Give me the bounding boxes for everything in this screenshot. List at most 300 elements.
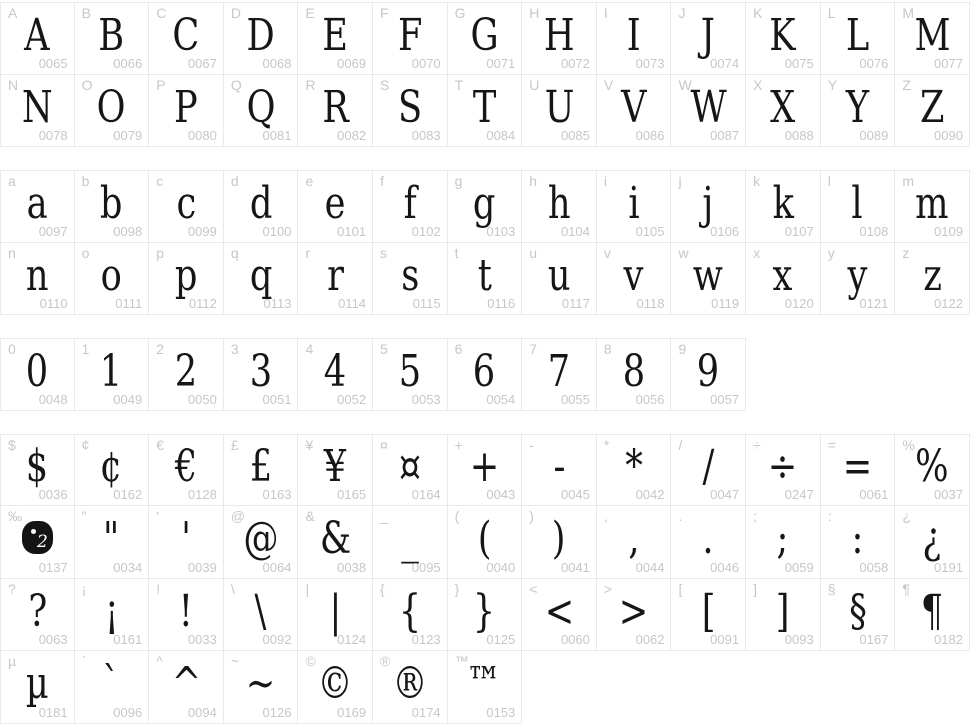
glyph: , <box>628 513 640 565</box>
char-label: 5 <box>380 341 388 357</box>
char-label: j <box>678 173 682 189</box>
glyph: E <box>322 9 349 61</box>
glyph: V <box>620 81 647 133</box>
glyph: p <box>174 249 198 301</box>
glyph: € <box>174 441 198 493</box>
unicode-code: 0121 <box>859 296 889 311</box>
unicode-code: 0123 <box>411 632 441 647</box>
char-label: / <box>678 436 683 453</box>
glyph: ¶ <box>920 585 944 637</box>
glyph: 9 <box>697 345 720 397</box>
glyph: > <box>618 585 649 637</box>
glyph: r <box>326 249 344 301</box>
glyph: v <box>623 249 644 301</box>
unicode-code: 0063 <box>38 632 68 647</box>
glyph-cell <box>149 75 224 148</box>
char-label: 2 <box>156 341 165 357</box>
glyph-cell <box>597 170 672 243</box>
char-label: * <box>603 436 610 453</box>
glyph: Z <box>919 81 945 133</box>
unicode-code: 0086 <box>635 128 665 143</box>
glyph: ¤ <box>398 441 422 493</box>
glyph-cell <box>597 2 672 75</box>
unicode-code: 0191 <box>934 559 963 575</box>
char-label: g <box>454 173 463 189</box>
unicode-code: 0068 <box>262 55 292 71</box>
unicode-code: 0033 <box>187 632 217 647</box>
glyph-cell <box>597 579 672 652</box>
glyph: w <box>693 249 724 301</box>
glyph-cell <box>224 338 299 411</box>
char-label: " <box>81 508 87 524</box>
glyph-cell <box>671 506 746 579</box>
glyph: j <box>702 177 714 229</box>
char-label: , <box>603 508 608 524</box>
glyph: _ <box>401 513 419 565</box>
glyph: ™ <box>466 658 503 710</box>
unicode-code: 0104 <box>560 223 590 239</box>
unicode-code: 0073 <box>635 55 665 71</box>
char-label: k <box>753 173 761 189</box>
glyph: 7 <box>547 345 571 397</box>
unicode-code: 0090 <box>934 128 963 143</box>
char-label: ‰ <box>8 508 22 524</box>
char-label: ® <box>380 653 391 669</box>
glyph-cell <box>671 2 746 75</box>
glyph: m <box>915 177 949 229</box>
glyph-cell <box>298 75 373 148</box>
glyph-block-digits <box>0 338 970 411</box>
unicode-code: 0163 <box>262 487 292 502</box>
unicode-code: 0049 <box>113 391 143 407</box>
unicode-code: 0082 <box>337 128 367 143</box>
glyph-cell <box>75 651 150 724</box>
glyph-cell <box>224 434 299 507</box>
glyph: . <box>702 513 714 565</box>
glyph: J <box>701 9 716 61</box>
unicode-code: 0055 <box>560 391 590 407</box>
unicode-code: 0092 <box>262 632 292 647</box>
glyph-cell <box>522 434 597 507</box>
glyph: - <box>553 441 566 493</box>
glyph-cell <box>149 434 224 507</box>
glyph: ) <box>552 513 566 565</box>
glyph-row <box>0 170 970 243</box>
glyph-cell <box>75 434 150 507</box>
char-label: Q <box>230 76 242 93</box>
glyph-cell <box>373 434 448 507</box>
unicode-code: 0122 <box>934 296 963 311</box>
char-label: i <box>603 173 607 189</box>
glyph-block-symbols <box>0 434 970 724</box>
glyph-cell <box>298 170 373 243</box>
char-label: T <box>454 76 464 93</box>
glyph-cell <box>298 338 373 411</box>
glyph: ? <box>27 585 47 637</box>
char-label: b <box>81 173 90 189</box>
char-label: . <box>678 508 683 524</box>
glyph-cell <box>821 434 896 507</box>
glyph-cell <box>0 170 75 243</box>
glyph: { <box>398 585 422 637</box>
char-label: ÷ <box>753 436 761 453</box>
glyph-cell <box>895 75 970 148</box>
unicode-code: 0094 <box>187 704 217 720</box>
glyph-cell <box>373 75 448 148</box>
char-label: I <box>603 5 608 21</box>
unicode-code: 0125 <box>486 632 516 647</box>
char-label: d <box>230 173 239 189</box>
glyph: i <box>628 177 640 229</box>
glyph-cell <box>149 506 224 579</box>
char-label: C <box>156 5 167 21</box>
glyph-cell <box>746 170 821 243</box>
glyph: H <box>543 9 575 61</box>
unicode-code: 0093 <box>784 632 814 647</box>
char-label: f <box>380 173 384 189</box>
char-label: c <box>156 173 164 189</box>
glyph: µ <box>25 658 49 710</box>
unicode-code: 0034 <box>113 559 143 575</box>
glyph-cell <box>895 243 970 316</box>
unicode-code: 0075 <box>784 55 814 71</box>
glyph-block-lowercase <box>0 170 970 315</box>
glyph-cell <box>746 434 821 507</box>
char-label: ¡ <box>81 580 87 597</box>
glyph-cell <box>597 243 672 316</box>
glyph-row <box>0 434 970 507</box>
glyph: & <box>319 513 351 565</box>
char-label: n <box>8 244 16 261</box>
char-label: X <box>753 76 763 93</box>
glyph-cell <box>373 579 448 652</box>
glyph-cell <box>75 579 150 652</box>
glyph: X <box>770 81 796 133</box>
char-label: L <box>827 5 836 21</box>
glyph-cell <box>746 579 821 652</box>
char-label: 3 <box>230 341 239 357</box>
unicode-code: 0038 <box>337 559 367 575</box>
char-label: S <box>380 76 390 93</box>
unicode-code: 0162 <box>113 487 143 502</box>
char-label: ¿ <box>902 508 911 524</box>
glyph-cell <box>224 2 299 75</box>
glyph-cell <box>522 506 597 579</box>
unicode-code: 0052 <box>337 391 367 407</box>
char-label: J <box>678 5 686 21</box>
glyph-cell <box>0 506 75 579</box>
unicode-code: 0115 <box>412 296 441 311</box>
glyph-cell <box>746 75 821 148</box>
glyph: L <box>845 9 870 61</box>
unicode-code: 0118 <box>636 296 665 311</box>
unicode-code: 0041 <box>560 559 590 575</box>
char-label: _ <box>380 508 388 524</box>
unicode-code: 0083 <box>411 128 441 143</box>
glyph: S <box>397 81 422 133</box>
glyph-cell <box>75 170 150 243</box>
glyph-cell <box>0 651 75 724</box>
unicode-code: 0120 <box>784 296 814 311</box>
glyph: 3 <box>249 345 272 397</box>
glyph-cell <box>821 2 896 75</box>
glyph: < <box>544 585 574 637</box>
glyph: [ <box>701 585 716 637</box>
char-label: R <box>305 76 316 93</box>
glyph-cell <box>298 506 373 579</box>
unicode-code: 0077 <box>934 55 963 71</box>
unicode-code: 0174 <box>411 704 441 720</box>
glyph-cell <box>895 434 970 507</box>
char-label: a <box>8 173 16 189</box>
unicode-code: 0078 <box>38 128 68 143</box>
glyph-cell <box>448 243 523 316</box>
char-label: Z <box>902 76 911 93</box>
glyph-cell <box>671 434 746 507</box>
unicode-code: 0042 <box>635 487 665 502</box>
glyph: K <box>769 9 797 61</box>
glyph: O <box>96 81 126 133</box>
glyph-cell <box>224 579 299 652</box>
unicode-code: 0113 <box>263 296 292 311</box>
glyph: M <box>914 9 951 61</box>
unicode-code: 0112 <box>188 296 217 311</box>
glyph-row <box>0 651 970 724</box>
glyph: g <box>473 177 496 229</box>
char-label: ( <box>454 508 460 524</box>
char-label: H <box>529 5 540 21</box>
glyph: ; <box>776 513 789 565</box>
unicode-code: 0108 <box>859 223 889 239</box>
glyph-cell <box>448 75 523 148</box>
unicode-code: 0100 <box>262 223 292 239</box>
char-label: µ <box>8 653 17 669</box>
char-label: @ <box>230 508 246 524</box>
unicode-code: 0124 <box>337 632 367 647</box>
unicode-code: 0103 <box>486 223 516 239</box>
char-label: - <box>529 436 534 453</box>
glyph-cell <box>149 2 224 75</box>
unicode-code: 0101 <box>337 223 367 239</box>
unicode-code: 0065 <box>38 55 68 71</box>
glyph-cell <box>895 2 970 75</box>
glyph: © <box>317 658 353 710</box>
glyph-cell <box>224 170 299 243</box>
char-label: z <box>902 244 910 261</box>
char-label: W <box>678 76 692 93</box>
glyph-cell <box>522 75 597 148</box>
char-label: O <box>81 76 93 93</box>
glyph-cell <box>0 2 75 75</box>
glyph-cell <box>298 434 373 507</box>
unicode-code: 0084 <box>486 128 516 143</box>
glyph: t <box>477 249 492 301</box>
unicode-code: 0085 <box>560 128 590 143</box>
unicode-code: 0137 <box>38 559 68 575</box>
glyph-cell <box>746 243 821 316</box>
glyph: I <box>626 9 641 61</box>
char-label: ™ <box>454 653 469 669</box>
glyph: N <box>21 81 53 133</box>
glyph-cell <box>373 506 448 579</box>
glyph-cell <box>597 506 672 579</box>
unicode-code: 0080 <box>187 128 217 143</box>
unicode-code: 0050 <box>187 391 217 407</box>
glyph: ' <box>181 513 191 565</box>
unicode-code: 0111 <box>115 296 143 311</box>
unicode-code: 0095 <box>411 559 441 575</box>
glyph: q <box>249 249 272 301</box>
char-label: l <box>827 173 831 189</box>
glyph: = <box>842 441 873 493</box>
unicode-code: 0072 <box>560 55 590 71</box>
unicode-code: 0128 <box>187 487 217 502</box>
char-label: © <box>305 653 316 669</box>
char-label: o <box>81 244 90 261</box>
glyph-cell <box>895 579 970 652</box>
unicode-code: 0247 <box>784 487 814 502</box>
char-label: E <box>305 5 315 21</box>
glyph-cell <box>671 338 746 411</box>
glyph-cell <box>448 651 523 724</box>
char-label: U <box>529 76 540 93</box>
char-label: 4 <box>305 341 314 357</box>
char-label: = <box>827 436 836 453</box>
glyph-cell <box>373 338 448 411</box>
glyph: ¢ <box>100 441 123 493</box>
unicode-code: 0053 <box>411 391 441 407</box>
char-label: % <box>902 436 915 453</box>
char-label: t <box>454 244 459 261</box>
glyph-cell <box>448 338 523 411</box>
glyph: ] <box>776 585 790 637</box>
glyph: h <box>547 177 571 229</box>
glyph: l <box>851 177 864 229</box>
unicode-code: 0047 <box>710 487 740 502</box>
unicode-code: 0087 <box>710 128 740 143</box>
glyph: A <box>24 9 51 61</box>
char-label: D <box>230 5 241 21</box>
glyph: ® <box>392 658 428 710</box>
glyph: o <box>100 249 123 301</box>
glyph-cell <box>75 2 150 75</box>
glyph-cell <box>75 75 150 148</box>
glyph: § <box>848 585 867 637</box>
char-label: ¶ <box>902 580 910 597</box>
unicode-code: 0081 <box>262 128 292 143</box>
unicode-code: 0097 <box>38 223 68 239</box>
unicode-code: 0056 <box>635 391 665 407</box>
glyph: T <box>472 81 497 133</box>
glyph: 8 <box>622 345 645 397</box>
char-label: £ <box>230 436 239 453</box>
glyph-cell <box>522 2 597 75</box>
unicode-code: 0067 <box>187 55 217 71</box>
glyph: 6 <box>473 345 496 397</box>
char-label: r <box>305 244 311 261</box>
glyph: R <box>321 81 349 133</box>
unicode-code: 0181 <box>38 704 68 720</box>
glyph: 4 <box>324 345 347 397</box>
glyph-cell <box>522 170 597 243</box>
unicode-code: 0165 <box>337 487 367 502</box>
glyph-cell <box>224 506 299 579</box>
unicode-code: 0110 <box>39 296 68 311</box>
glyph: B <box>98 9 125 61</box>
unicode-code: 0091 <box>710 632 740 647</box>
glyph-cell <box>522 338 597 411</box>
glyph-cell <box>298 2 373 75</box>
unicode-code: 0102 <box>411 223 441 239</box>
glyph: f <box>403 177 417 229</box>
char-label: P <box>156 76 166 93</box>
char-label: y <box>827 244 835 261</box>
unicode-code: 0061 <box>859 487 889 502</box>
glyph-cell <box>373 170 448 243</box>
glyph-row <box>0 243 970 316</box>
unicode-code: 0058 <box>859 559 889 575</box>
unicode-code: 0062 <box>635 632 665 647</box>
glyph: ¡ <box>104 585 119 637</box>
char-label: ) <box>529 508 534 524</box>
glyph: % <box>915 441 949 493</box>
glyph-cell <box>298 243 373 316</box>
char-label: ~ <box>230 653 240 669</box>
glyph: G <box>470 9 499 61</box>
unicode-code: 0064 <box>262 559 292 575</box>
glyph: 2 <box>174 345 198 397</box>
unicode-code: 0079 <box>113 128 143 143</box>
glyph-cell <box>821 75 896 148</box>
glyph-cell <box>671 170 746 243</box>
unicode-code: 0117 <box>561 296 590 311</box>
glyph-row <box>0 2 970 75</box>
glyph: D <box>246 9 275 61</box>
glyph-cell <box>298 579 373 652</box>
glyph: b <box>100 177 123 229</box>
unicode-code: 0037 <box>934 487 963 502</box>
glyph-row <box>0 338 970 411</box>
unicode-code: 0105 <box>635 223 665 239</box>
glyph: \ <box>254 585 267 637</box>
unicode-code: 0182 <box>934 632 963 647</box>
char-label: 7 <box>529 341 538 357</box>
glyph: ^ <box>171 658 201 710</box>
glyph-cell <box>373 2 448 75</box>
unicode-code: 0069 <box>337 55 367 71</box>
unicode-code: 0066 <box>113 55 143 71</box>
glyph-cell <box>821 506 896 579</box>
glyph-cell <box>821 243 896 316</box>
glyph <box>22 521 53 554</box>
char-label: 6 <box>454 341 463 357</box>
unicode-code: 0161 <box>113 632 143 647</box>
unicode-code: 0060 <box>560 632 590 647</box>
glyph: a <box>26 177 48 229</box>
char-label: ] <box>753 580 757 597</box>
char-label: € <box>156 436 165 453</box>
char-label: G <box>454 5 466 21</box>
char-label: & <box>305 508 315 524</box>
unicode-code: 0126 <box>262 704 292 720</box>
glyph-cell <box>448 2 523 75</box>
glyph: ~ <box>245 658 276 710</box>
glyph-cell <box>448 170 523 243</box>
char-label: x <box>753 244 761 261</box>
glyph-cell <box>448 579 523 652</box>
glyph-cell <box>448 506 523 579</box>
glyph-cell <box>0 243 75 316</box>
